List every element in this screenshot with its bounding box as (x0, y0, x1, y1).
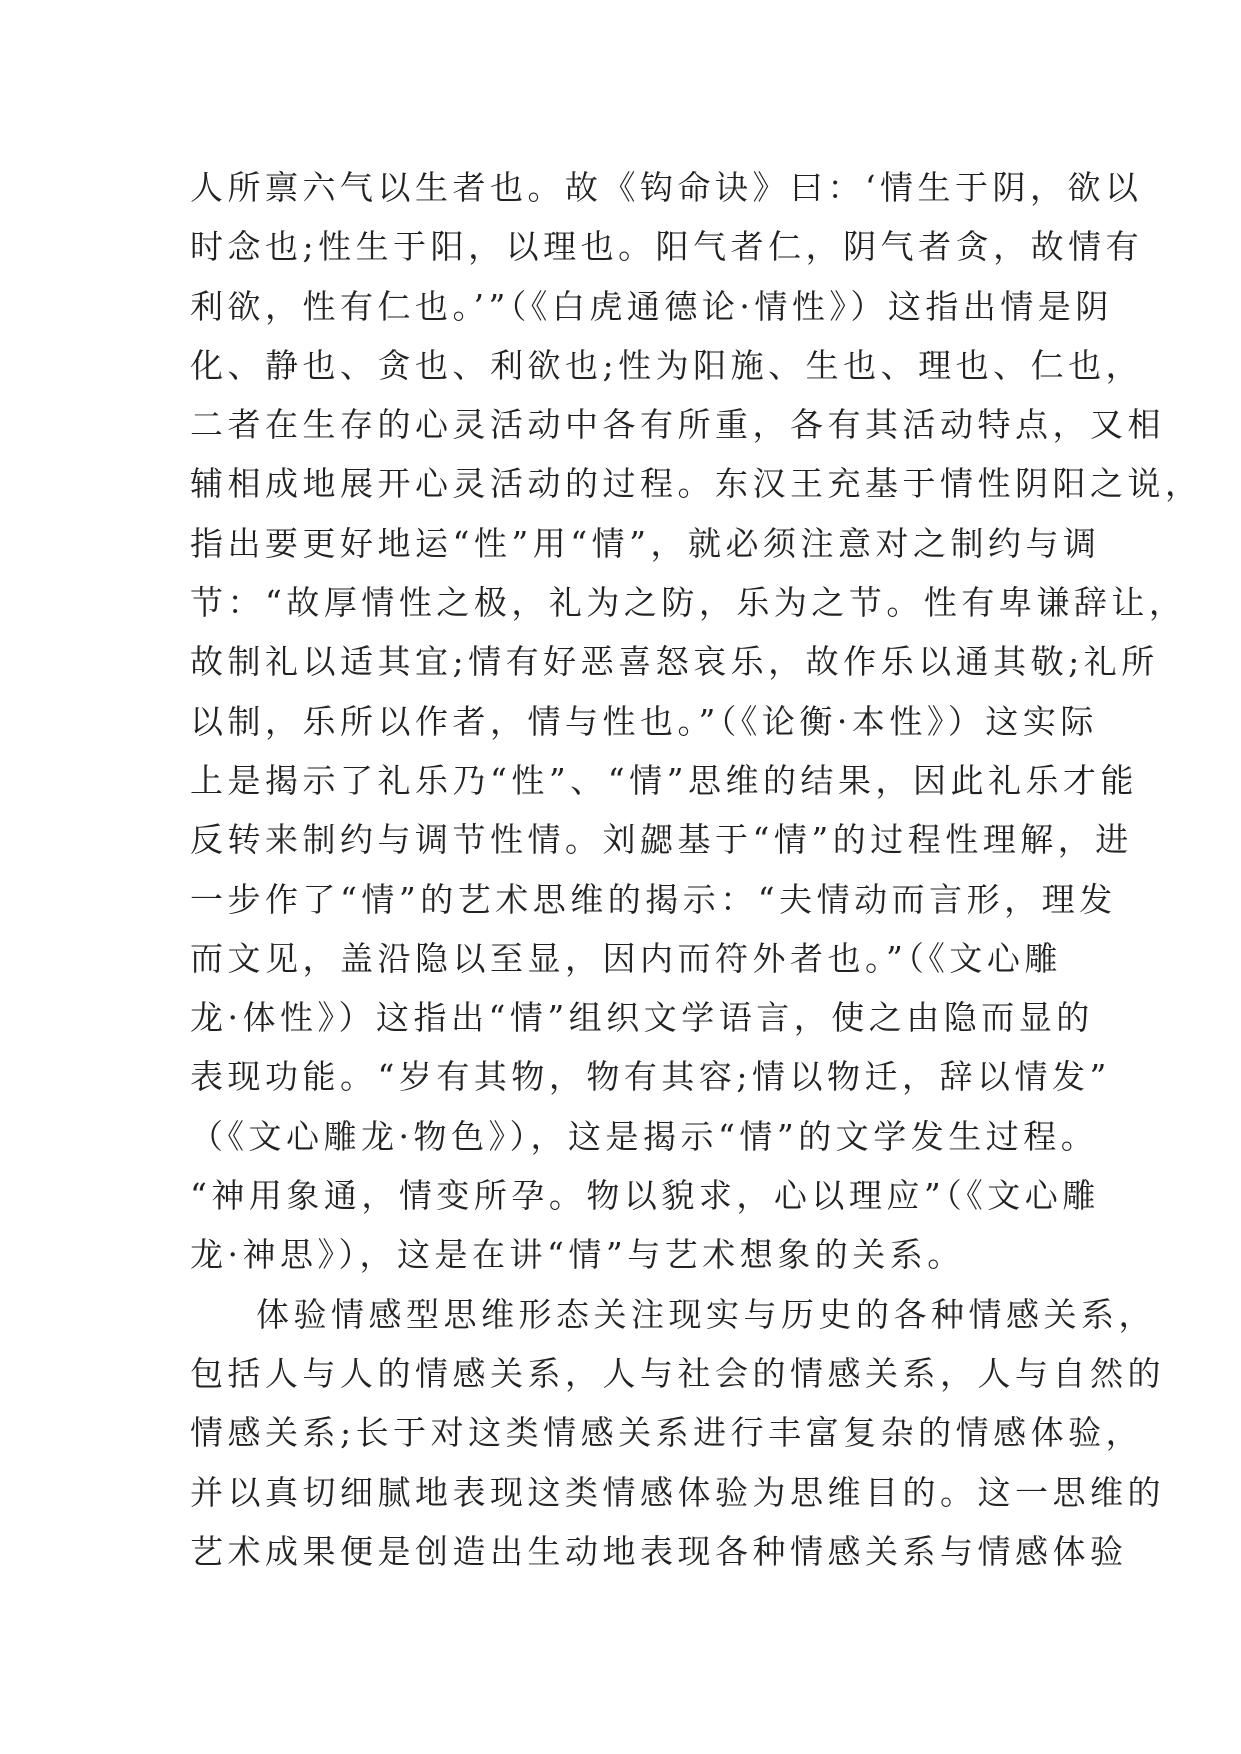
body-text (190, 158, 1203, 1581)
text-line: “神用象通，情变所孕。物以貌求，心以理应”（《文心雕 (190, 1176, 1100, 1216)
text-line: 一步作了“情”的艺术思维的揭示：“夫情动而言形，理发 (190, 879, 1117, 919)
text-line: 时念也;性生于阳，以理也。阳气者仁，阴气者贪，故情有 (190, 227, 1144, 267)
text-line: 表现功能。“岁有其物，物有其容;情以物迁，辞以情发” (190, 1057, 1111, 1097)
text-line: 并以真切细腻地表现这类情感体验为思维目的。这一思维的 (190, 1472, 1165, 1512)
text-line: 龙·体性》）这指出“情”组织文学语言，使之由隐而显的 (190, 998, 1094, 1038)
text-line: 包括人与人的情感关系，人与社会的情感关系，人与自然的 (190, 1353, 1165, 1393)
text-line: 利欲，性有仁也。’”（《白虎通德论·情性》）这指出情是阴 (190, 286, 1113, 326)
text-line: 辅相成地展开心灵活动的过程。东汉王充基于情性阴阳之说， (190, 464, 1203, 504)
text-line: 指出要更好地运“性”用“情”，就必须注意对之制约与调 (190, 523, 1101, 563)
text-line: 反转来制约与调节性情。刘勰基于“情”的过程性理解，进 (190, 820, 1133, 860)
text-line: 艺术成果便是创造出生动地表现各种情感关系与情感体验 (190, 1531, 1128, 1571)
paragraph-first-line: 体验情感型思维形态关注现实与历史的各种情感关系， (256, 1294, 1156, 1334)
text-line: 节：“故厚情性之极，礼为之防，乐为之节。性有卑谦辞让， (190, 583, 1187, 623)
text-line: 情感关系;长于对这类情感关系进行丰富复杂的情感体验， (190, 1413, 1144, 1453)
text-line: 以制，乐所以作者，情与性也。”（《论衡·本性》）这实际 (190, 701, 1098, 741)
text-line: （《文心雕龙·物色》），这是揭示“情”的文学发生过程。 (190, 1116, 1099, 1156)
text-line: 而文见，盖沿隐以至显，因内而符外者也。”（《文心雕 (190, 938, 1062, 978)
text-line: 化、静也、贪也、利欲也;性为阳施、生也、理也、仁也， (190, 345, 1144, 385)
text-line: 二者在生存的心灵活动中各有所重，各有其活动特点，又相 (190, 405, 1165, 445)
text-line: 人所禀六气以生者也。故《钩命诀》曰：‘情生于阴，欲以 (190, 168, 1143, 207)
text-line: 故制礼以适其宜;情有好恶喜怒哀乐，故作乐以通其敬;礼所 (190, 642, 1159, 682)
text-line: 龙·神思》），这是在讲“情”与艺术想象的关系。 (190, 1235, 965, 1275)
text-line: 上是揭示了礼乐乃“性”、“情”思维的结果，因此礼乐才能 (190, 760, 1138, 800)
